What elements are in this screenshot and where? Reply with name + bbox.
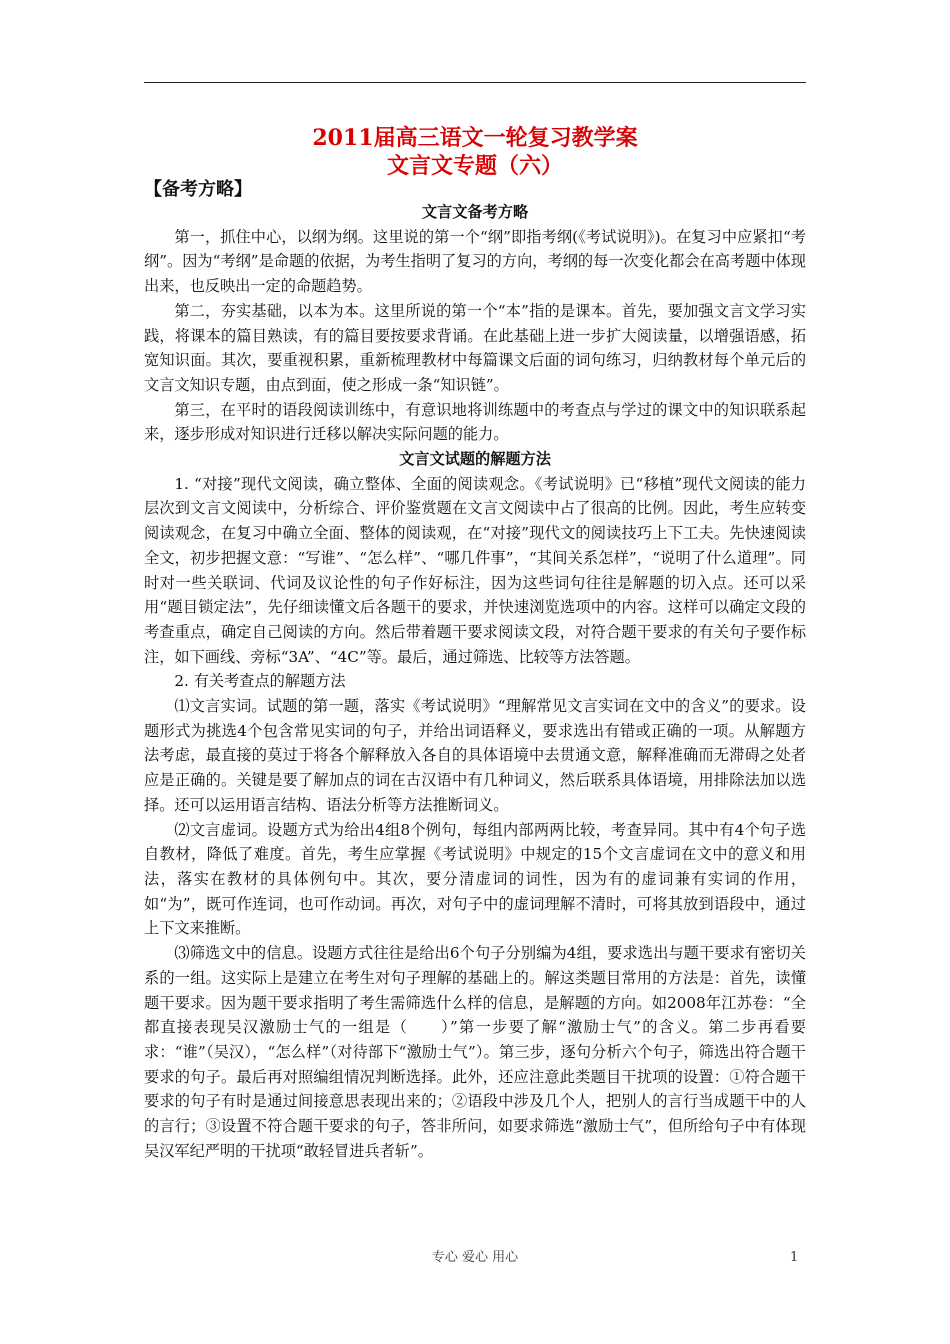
footer-motto: 专心 爱心 用心 — [431, 1250, 519, 1265]
section-heading-strategy: 文言文备考方略 — [421, 203, 529, 221]
document-subtitle: 文言文专题（六） — [386, 153, 563, 179]
section-heading-methods: 文言文试题的解题方法 — [399, 450, 551, 469]
paragraph: 第一，抓住中心，以纲为纲。这里说的第一个“纲”即指考纲(《考试说明》)。在复习中应紧扣“考纲”。因为“考纲”是命题的依据，为考生指明了复习的方向，考纲的每一次变化都会在高考题中体现出来，也反映出一定的命题趋势。 — [144, 227, 806, 296]
paragraph: ⑶筛选文中的信息。设题方式往往是给出6个句子分别编为4组，要求选出与题干要求有密切关系的一组。这实际上是建立在考生对句子理解的基础上的。解这类题目常用的方法是：首先，读懂题干要求。因为题干要求指明了考生需筛选什么样的信息，是解题的方向。如2008年江苏卷：“全都直接表现吴汉激励士气的一组是（ ）”第一步要了解“激励士气”的含义。第二步再看要求：“谁”（吴汉），“怎么样”（对待部下“激励士气”）。第三步，逐句分析六个句子，筛选出符合题干要求的句子。最后再对照编组情况判断选择。此外，还应注意此类题目干扰项的设置：①符合题干要求的句子有时是通过间接意思表现出来的；②语段中涉及几个人，把别人的言行当成题干中的人的言行；③设置不符合题干要求的句子，答非所问，如要求筛选“激励士气”，但所给句子中有体现吴汉军纪严明的干扰项“敢轻冒进兵者斩”。 — [144, 944, 806, 1160]
paragraph: ⑵文言虚词。设题方式为给出4组8个例句，每组内部两两比较，考查异同。其中有4个句子选自教材，降低了难度。首先，考生应掌握《考试说明》中规定的15个文言虚词在文中的意义和用法，落实在教材的具体例句中。其次，要分清虚词的词性，因为有的虚词兼有实词的作用，如“为”，既可作连词，也可作动词。再次，对句子中的虚词理解不清时，可将其放到语段中，通过上下文来推断。 — [144, 820, 806, 938]
paragraph: 第三，在平时的语段阅读训练中，有意识地将训练题中的考查点与学过的课文中的知识联系起来，逐步形成对知识进行迁移以解决实际问题的能力。 — [144, 400, 806, 444]
paragraph: 第二，夯实基础，以本为本。这里所说的第一个“本”指的是课本。首先，要加强文言文学习实践，将课本的篇目熟读，有的篇目要按要求背诵。在此基础上进一步扩大阅读量，以增强语感，拓宽知识面。其次，要重视积累，重新梳理教材中每篇课文后面的词句练习，归纳教材每个单元后的文言文知识专题，由点到面，使之形成一条“知识链”。 — [144, 301, 806, 394]
document-body — [144, 200, 806, 1163]
header-rule — [144, 82, 806, 83]
document-title: 2011届高三语文一轮复习教学案 — [312, 125, 638, 151]
paragraph: 2. 有关考查点的解题方法 — [174, 672, 346, 691]
section-label: 【备考方略】 — [144, 179, 252, 200]
paragraph: 1. “对接”现代文阅读，确立整体、全面的阅读观念。《考试说明》已“移植”现代文阅读的能力层次到文言文阅读中，分析综合、评价鉴赏题在文言文阅读中占了很高的比例。因此，考生应转变阅读观念，在复习中确立全面、整体的阅读观，在“对接”现代文的阅读技巧上下工夫。先快速阅读全文，初步把握文意：“写谁”、“怎么样”、“哪几件事”，“其间关系怎样”，“说明了什么道理”。同时对一些关联词、代词及议论性的句子作好标注，因为这些词句往往是解题的切入点。还可以采用“题目锁定法”，先仔细读懂文后各题干的要求，并快速浏览选项中的内容。这样可以确定文段的考查重点，确定自己阅读的方向。然后带着题干要求阅读文段，对符合题干要求的有关句子要作标注，如下画线、旁标“3A”、“4C”等。最后，通过筛选、比较等方法答题。 — [144, 474, 806, 666]
paragraph: ⑴文言实词。试题的第一题，落实《考试说明》“理解常见文言实词在文中的含义”的要求。设题形式为挑选4个包含常见实词的句子，并给出词语释义，要求选出有错或正确的一项。从解题方法考虑，最直接的莫过于将各个解释放入各自的具体语境中去贯通文意，解释准确而无滞碍之处者应是正确的。关键是要了解加点的词在古汉语中有几种词义，然后联系具体语境，用排除法加以选择。还可以运用语言结构、语法分析等方法推断词义。 — [144, 697, 806, 814]
page-number: 1 — [790, 1250, 799, 1265]
